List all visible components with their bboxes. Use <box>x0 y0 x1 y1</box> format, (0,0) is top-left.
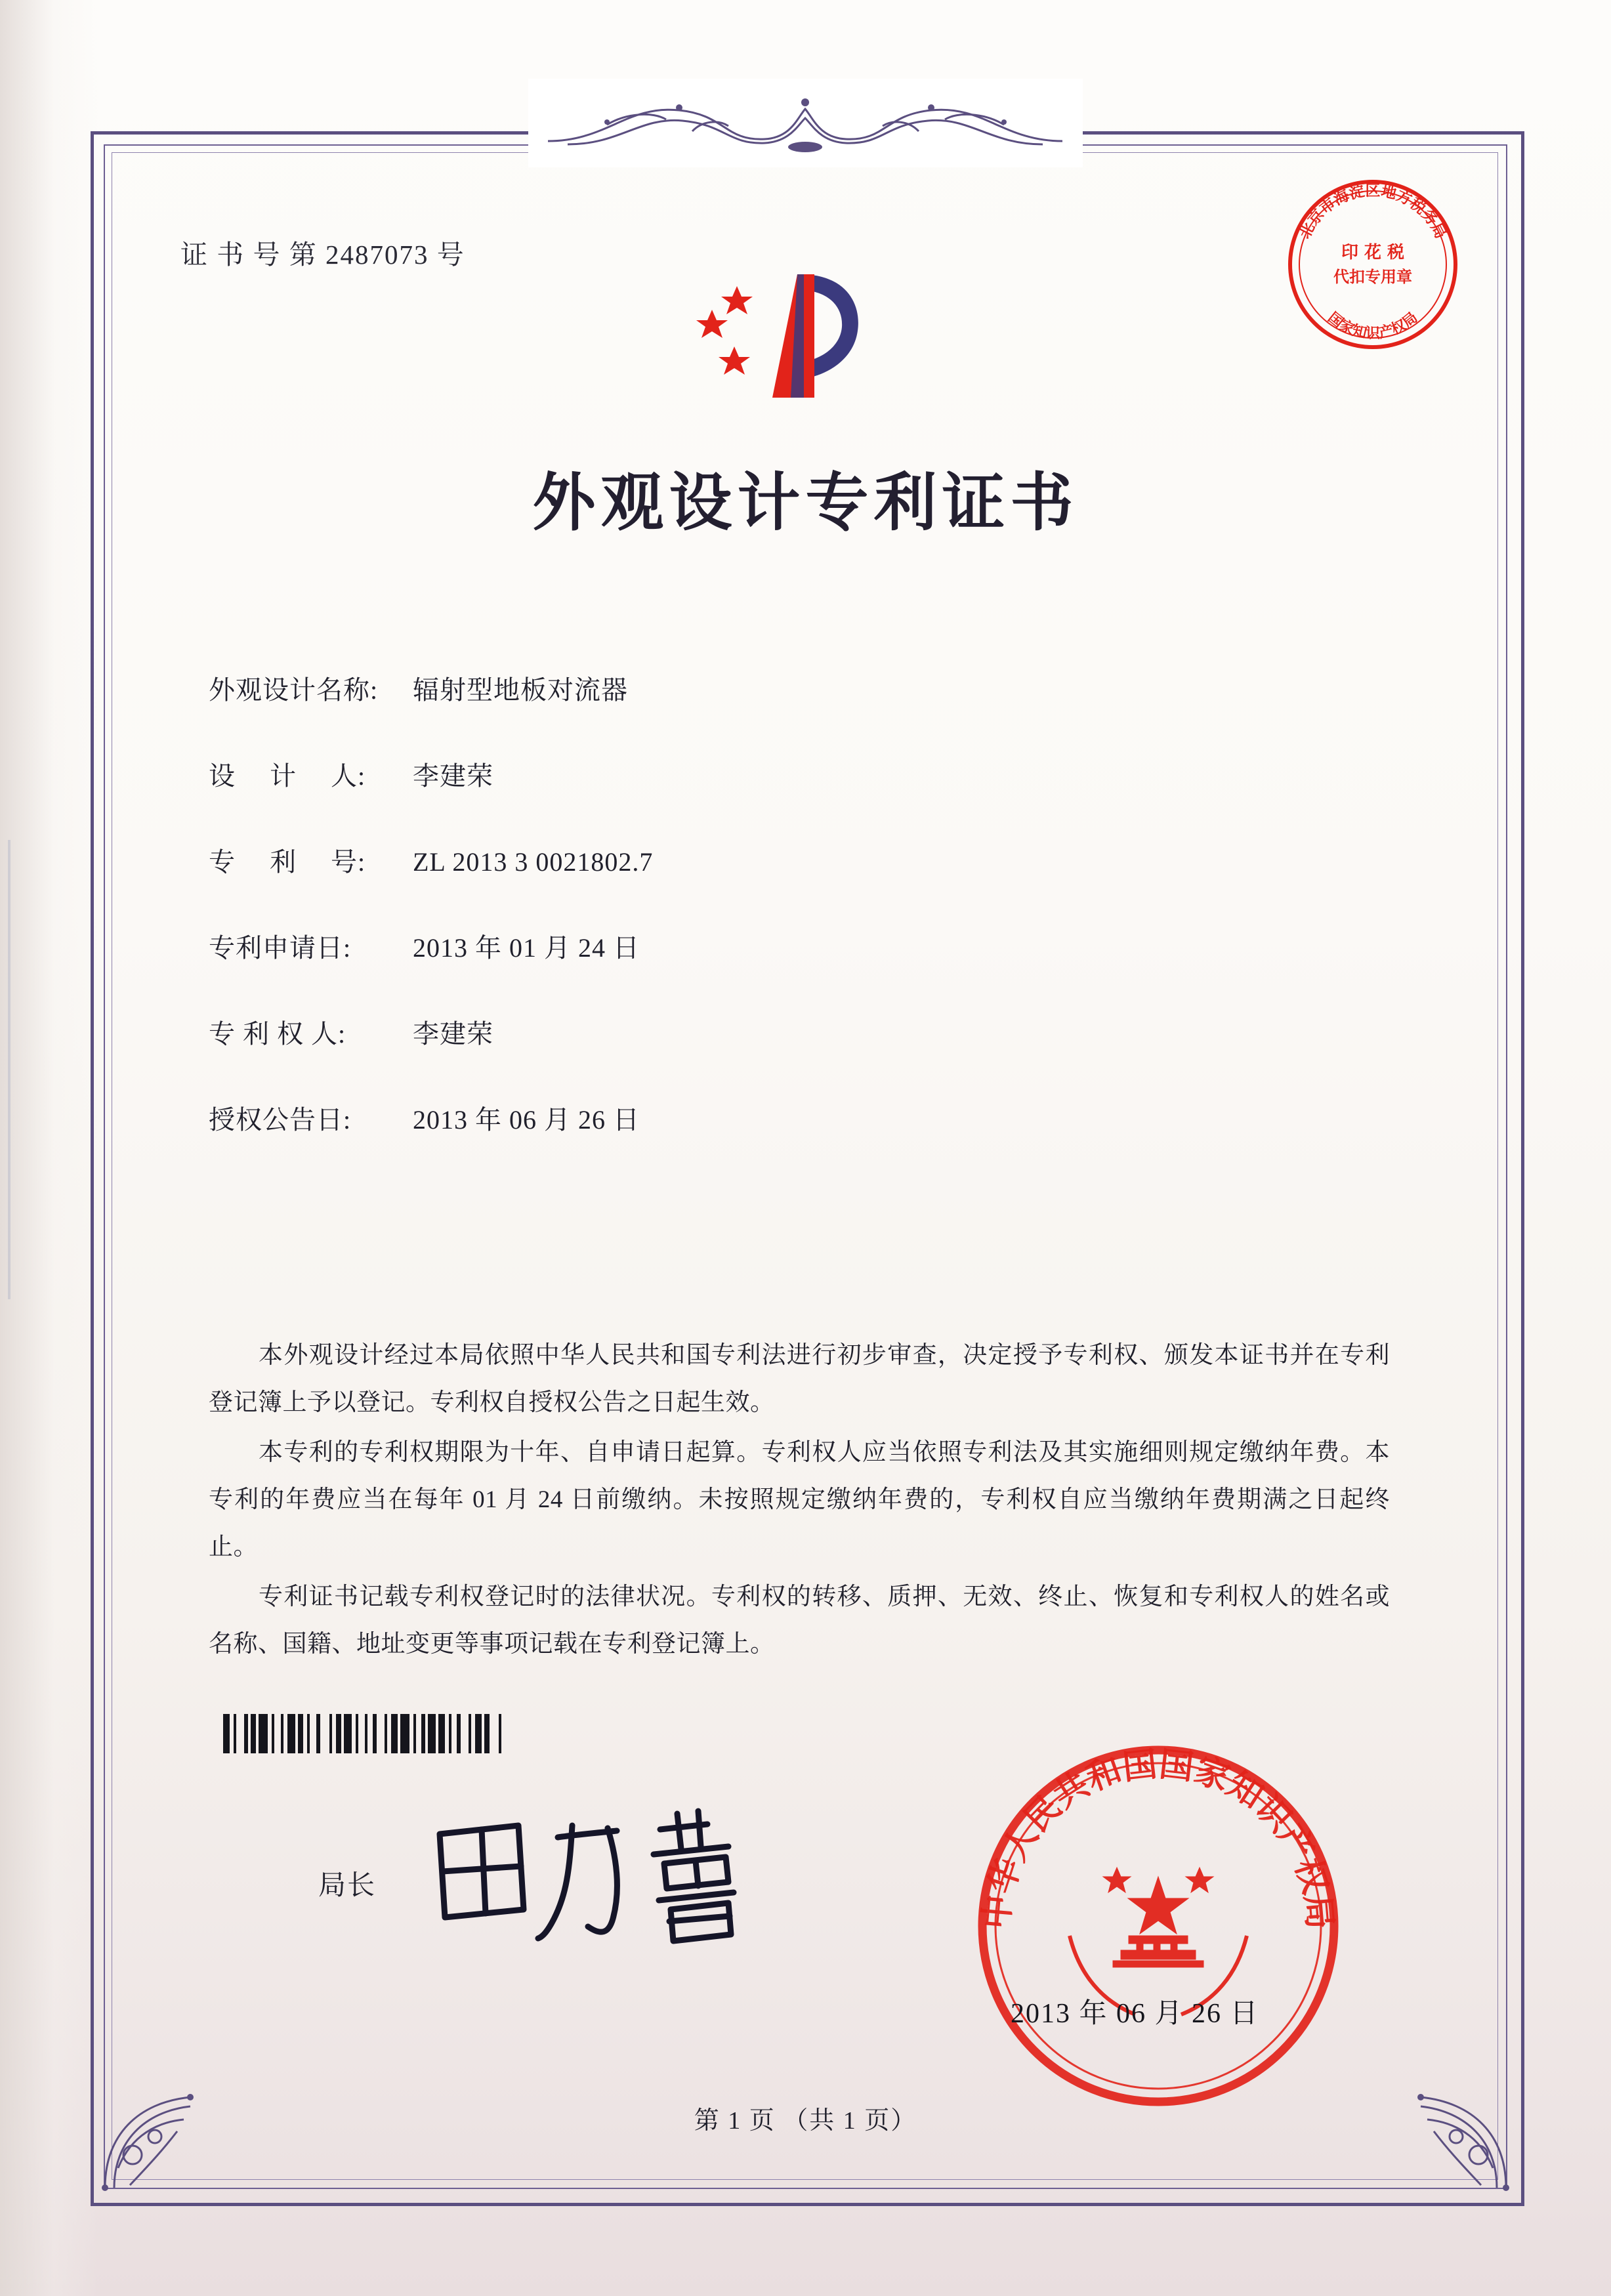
sipo-logo-icon <box>686 262 915 417</box>
certificate-number: 证 书 号 第 2487073 号 <box>180 240 465 270</box>
page-title: 外观设计专利证书 <box>532 465 1079 539</box>
svg-text:代扣专用章: 代扣专用章 <box>1333 267 1412 286</box>
field-label: 专利申请日: <box>209 933 352 963</box>
field-label: 专 利 号: <box>209 847 366 877</box>
body-text <box>209 1332 1390 1671</box>
ornament-top-icon <box>528 79 1083 167</box>
field-value: 李建荣 <box>413 1019 493 1049</box>
field-design-name <box>209 669 1390 707</box>
field-value: 2013 年 06 月 26 日 <box>413 1105 640 1135</box>
official-seal <box>971 1739 1345 2113</box>
tax-stamp-seal <box>1284 176 1461 353</box>
field-value: ZL 2013 3 0021802.7 <box>413 847 654 877</box>
barcode <box>223 1714 637 1753</box>
svg-text:北京市海淀区地方税务局: 北京市海淀区地方税务局 <box>1295 182 1450 242</box>
svg-text:印 花 税: 印 花 税 <box>1341 243 1405 262</box>
paragraph-3: 专利证书记载专利权登记时的法律状况。专利权的转移、质押、无效、终止、恢复和专利权人的姓名或名称、国籍、地址变更等事项记载在专利登记簿上。 <box>209 1583 1390 1658</box>
director-signature-icon <box>420 1798 768 1962</box>
scan-edge-shading <box>0 0 98 2296</box>
field-value: 2013 年 01 月 24 日 <box>413 933 640 963</box>
field-label: 外观设计名称: <box>209 675 379 705</box>
seal-date: 2013 年 06 月 26 日 <box>1011 1999 1259 2029</box>
field-value: 李建荣 <box>413 761 493 791</box>
director-label: 局长 <box>318 1871 377 1901</box>
field-value: 辐射型地板对流器 <box>413 675 628 705</box>
field-list <box>209 669 1390 1185</box>
svg-text:中华人民共和国国家知识产权局: 中华人民共和国国家知识产权局 <box>976 1743 1341 1931</box>
field-patentee <box>209 1013 1390 1051</box>
svg-text:国家知识产权局: 国家知识产权局 <box>1324 308 1421 342</box>
field-label: 专 利 权 人: <box>209 1019 346 1049</box>
field-patent-number <box>209 841 1390 879</box>
paragraph-1: 本外观设计经过本局依照中华人民共和国专利法进行初步审查，决定授予专利权、颁发本证书并在专利登记簿上予以登记。专利权自授权公告之日起生效。 <box>209 1342 1390 1416</box>
field-label: 授权公告日: <box>209 1105 352 1135</box>
paragraph-2: 本专利的专利权期限为十年、自申请日起算。专利权人应当依照专利法及其实施细则规定缴纳年费。本专利的年费应当在每年 01 月 24 日前缴纳。未按照规定缴纳年费的，专利权自应当缴纳年费期满之日起终止。 <box>209 1439 1390 1560</box>
page-footer: 第 1 页 （共 1 页） <box>694 2107 917 2135</box>
scan-artifact-line <box>8 840 10 1299</box>
field-designer <box>209 755 1390 793</box>
field-label: 设 计 人: <box>209 761 366 791</box>
field-application-date <box>209 927 1390 965</box>
field-grant-date <box>209 1099 1390 1137</box>
